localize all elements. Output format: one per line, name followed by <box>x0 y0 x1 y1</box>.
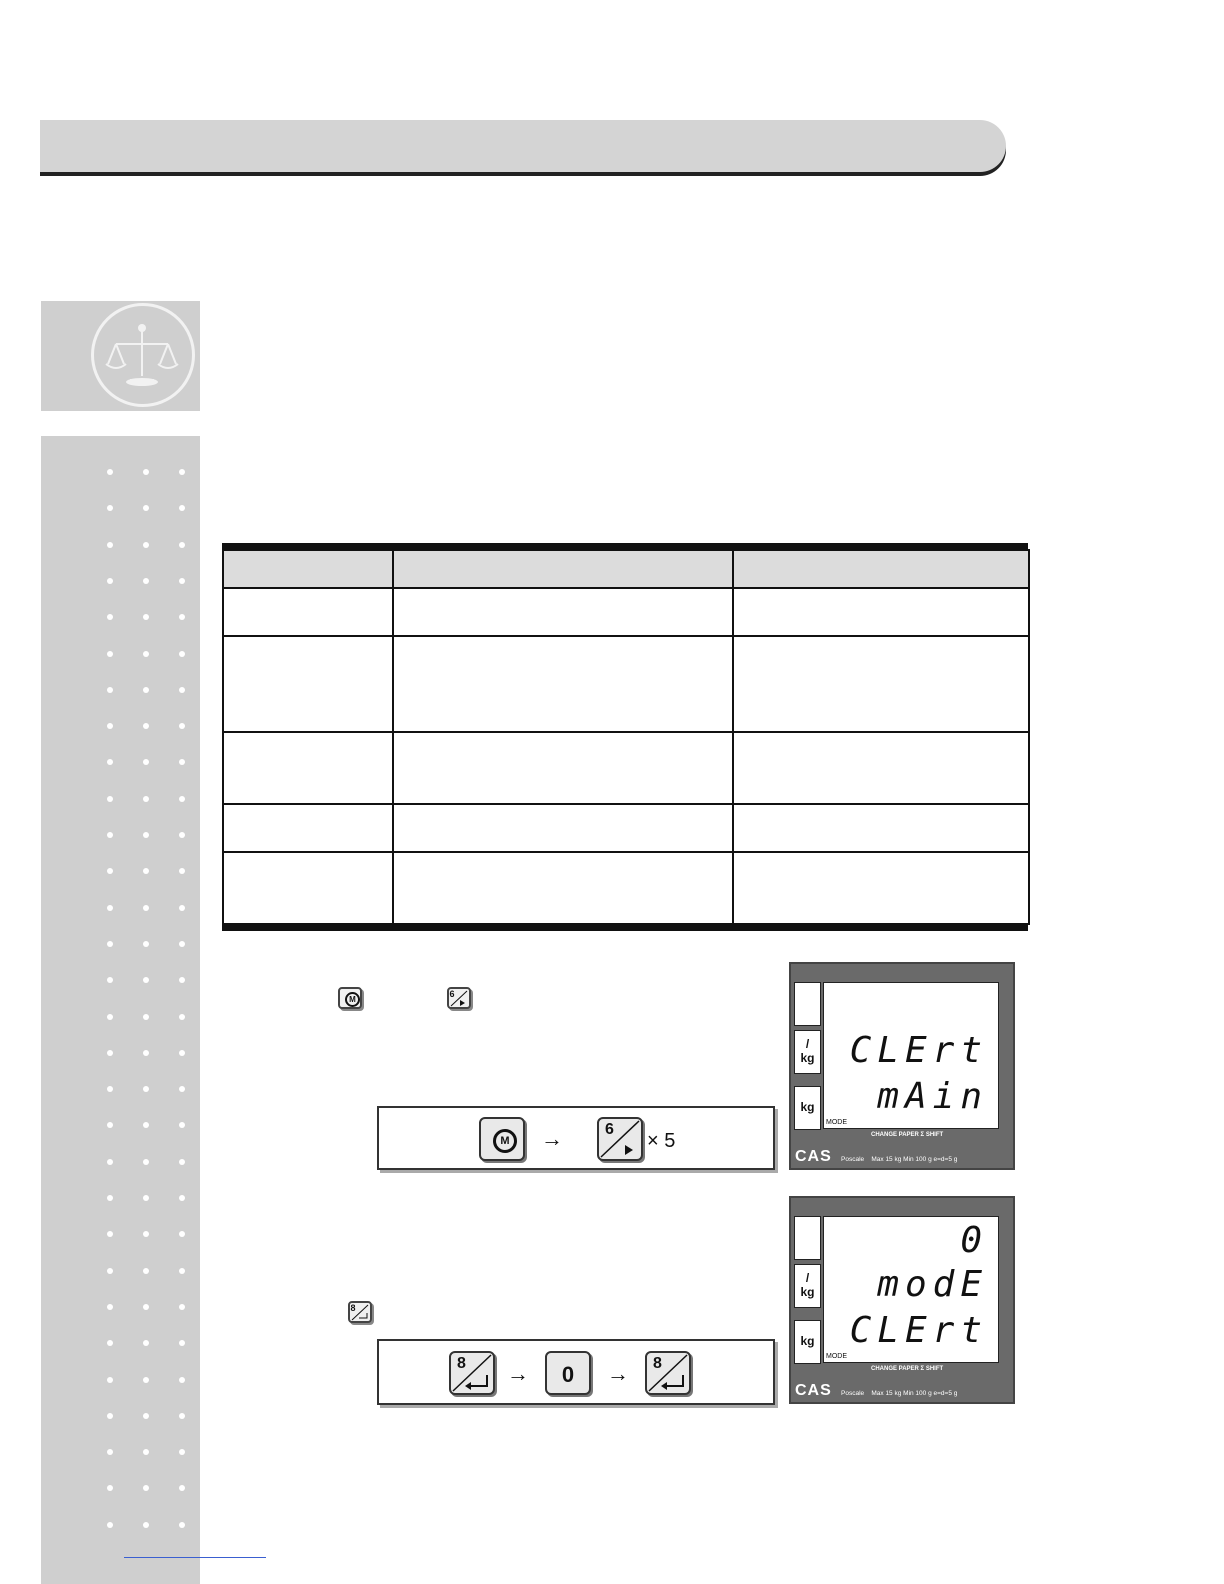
key-8-label: 8 <box>350 1303 356 1313</box>
decorative-dot <box>143 1449 149 1455</box>
balance-scale-icon <box>94 306 192 404</box>
table-cell <box>733 588 1029 636</box>
table-header-cell <box>393 550 733 588</box>
decorative-dot <box>107 723 113 729</box>
decorative-dot <box>107 1413 113 1419</box>
table-header-row <box>223 550 1029 588</box>
key-6-label: 6 <box>605 1121 614 1138</box>
decorative-dot <box>143 977 149 983</box>
indicator-strip: CHANGE PAPER Σ SHIFT <box>871 1366 944 1372</box>
capacity-spec: Max 15 kg Min 100 g e=d=5 g <box>871 1156 958 1163</box>
decorative-dot <box>179 1231 185 1237</box>
model-name: Poscale <box>841 1390 865 1397</box>
decorative-dot <box>107 1377 113 1383</box>
table-row <box>223 804 1029 852</box>
table-cell <box>733 732 1029 804</box>
mode-label: MODE <box>826 1353 847 1360</box>
decorative-dot <box>107 796 113 802</box>
display-side-key: / kg <box>794 1030 821 1074</box>
display-spec-line <box>841 1156 957 1163</box>
decorative-dot <box>107 1122 113 1128</box>
display-side-key <box>794 982 821 1026</box>
table-cell <box>393 852 733 924</box>
display-side-key: kg <box>794 1086 821 1130</box>
decorative-dot <box>179 1195 185 1201</box>
key-8-label: 8 <box>457 1355 466 1372</box>
decorative-dot <box>179 723 185 729</box>
sidebar-logo-panel <box>41 301 200 411</box>
decorative-dot <box>107 1485 113 1491</box>
capacity-spec: Max 15 kg Min 100 g e=d=5 g <box>871 1390 958 1397</box>
repeat-count: × 5 <box>647 1130 676 1152</box>
decorative-dot <box>179 1304 185 1310</box>
decorative-dot <box>107 1195 113 1201</box>
decorative-dot <box>107 542 113 548</box>
table-cell <box>393 732 733 804</box>
decorative-dot <box>179 578 185 584</box>
table-header-cell <box>223 550 393 588</box>
key-6 <box>597 1117 643 1161</box>
table-row <box>223 732 1029 804</box>
decorative-dot <box>107 941 113 947</box>
decorative-dot <box>143 905 149 911</box>
decorative-dot <box>143 1340 149 1346</box>
decorative-dot <box>179 759 185 765</box>
decorative-dot <box>143 1377 149 1383</box>
decorative-dot <box>143 614 149 620</box>
decorative-dot <box>143 759 149 765</box>
sequence-arrow-icon: → <box>507 1361 529 1386</box>
lcd-line-2: modE <box>877 1264 988 1305</box>
decorative-dot <box>107 977 113 983</box>
key-8 <box>645 1351 691 1395</box>
footer-link-underline[interactable] <box>124 1557 266 1558</box>
table-cell <box>733 804 1029 852</box>
decorative-dot <box>143 1522 149 1528</box>
decorative-dot <box>179 941 185 947</box>
decorative-dot <box>107 614 113 620</box>
decorative-dot <box>143 1050 149 1056</box>
table-cell <box>223 804 393 852</box>
scale-display-step1 <box>789 962 1015 1170</box>
decorative-dot <box>179 469 185 475</box>
table-cell <box>223 588 393 636</box>
decorative-dot <box>143 1304 149 1310</box>
decorative-dot <box>179 1014 185 1020</box>
decorative-dot <box>107 469 113 475</box>
decorative-dot <box>179 1485 185 1491</box>
decorative-dot <box>143 941 149 947</box>
table-row <box>223 588 1029 636</box>
display-spec-line <box>841 1390 957 1397</box>
decorative-dot <box>179 1522 185 1528</box>
key-0-label: 0 <box>561 1362 575 1387</box>
decorative-dot <box>143 1413 149 1419</box>
model-name: Poscale <box>841 1156 865 1163</box>
decorative-dot <box>143 687 149 693</box>
key-6-inline <box>447 987 471 1009</box>
decorative-dot <box>179 1377 185 1383</box>
lcd-screen <box>823 1216 999 1363</box>
key-8-inline <box>348 1301 372 1323</box>
decorative-dot <box>143 542 149 548</box>
decorative-dot <box>179 1159 185 1165</box>
decorative-dot <box>179 505 185 511</box>
decorative-dot <box>107 1231 113 1237</box>
decorative-dot <box>179 687 185 693</box>
decorative-dot <box>179 1413 185 1419</box>
decorative-dot <box>143 651 149 657</box>
table-cell <box>393 804 733 852</box>
decorative-dot <box>179 1340 185 1346</box>
spec-table <box>222 543 1028 931</box>
decorative-dot <box>179 832 185 838</box>
decorative-dot <box>143 868 149 874</box>
decorative-dot <box>143 1086 149 1092</box>
decorative-dot <box>107 1268 113 1274</box>
lcd-screen <box>823 982 999 1129</box>
menu-key-glyph: M <box>493 1129 517 1153</box>
indicator-strip: CHANGE PAPER Σ SHIFT <box>871 1132 944 1138</box>
decorative-dot <box>107 759 113 765</box>
decorative-dot <box>107 578 113 584</box>
sidebar-dotted-rail <box>41 436 200 1584</box>
lcd-line-3: mAin <box>877 1076 988 1117</box>
decorative-dot <box>107 1340 113 1346</box>
key-0 <box>545 1351 591 1395</box>
decorative-dot <box>179 1122 185 1128</box>
decorative-dot <box>179 542 185 548</box>
decorative-dot <box>179 1050 185 1056</box>
brand-logo: CAS <box>795 1382 832 1399</box>
decorative-dot <box>107 505 113 511</box>
decorative-dot <box>107 651 113 657</box>
menu-key <box>479 1117 525 1161</box>
decorative-dot <box>143 832 149 838</box>
decorative-dot <box>107 1014 113 1020</box>
table-cell <box>223 636 393 732</box>
scale-emblem-icon <box>91 303 195 407</box>
decorative-dot <box>107 1449 113 1455</box>
decorative-dot <box>143 1268 149 1274</box>
key-8-label: 8 <box>653 1355 662 1372</box>
brand-logo: CAS <box>795 1148 832 1165</box>
menu-key-glyph: M <box>345 992 360 1007</box>
table-row <box>223 852 1029 924</box>
decorative-dot <box>107 1159 113 1165</box>
table-row <box>223 636 1029 732</box>
decorative-dot <box>179 905 185 911</box>
table-cell <box>223 852 393 924</box>
decorative-dot <box>107 832 113 838</box>
decorative-dot <box>107 905 113 911</box>
table-cell <box>393 636 733 732</box>
table-cell <box>733 636 1029 732</box>
decorative-dot <box>143 1159 149 1165</box>
decorative-dot <box>143 796 149 802</box>
decorative-dot <box>179 1449 185 1455</box>
key-6-label: 6 <box>449 989 455 999</box>
step2-key-sequence <box>377 1339 775 1405</box>
decorative-dot <box>107 868 113 874</box>
decorative-dot <box>107 1050 113 1056</box>
decorative-dot <box>143 723 149 729</box>
table-header-cell <box>733 550 1029 588</box>
decorative-dot <box>179 796 185 802</box>
table-cell <box>393 588 733 636</box>
step1-key-sequence <box>377 1106 775 1170</box>
lcd-line-2: CLErt <box>849 1030 988 1071</box>
decorative-dot <box>107 1304 113 1310</box>
decorative-dot <box>179 977 185 983</box>
display-side-key: / kg <box>794 1264 821 1308</box>
decorative-dot <box>143 578 149 584</box>
sequence-arrow-icon: → <box>541 1126 563 1151</box>
scale-display-step2 <box>789 1196 1015 1404</box>
decorative-dot <box>143 505 149 511</box>
decorative-dot <box>179 1086 185 1092</box>
lcd-line-1: 0 <box>960 1220 988 1261</box>
sequence-arrow-icon: → <box>607 1361 629 1386</box>
decorative-dot <box>179 614 185 620</box>
decorative-dot <box>179 1268 185 1274</box>
mode-label: MODE <box>826 1119 847 1126</box>
decorative-dot <box>143 1485 149 1491</box>
table-cell <box>223 732 393 804</box>
lcd-line-3: CLErt <box>849 1310 988 1351</box>
decorative-dot <box>179 651 185 657</box>
display-side-key <box>794 1216 821 1260</box>
menu-key-inline <box>338 987 362 1009</box>
key-8 <box>449 1351 495 1395</box>
decorative-dot <box>179 868 185 874</box>
chapter-header-band <box>40 120 1006 172</box>
table-cell <box>733 852 1029 924</box>
decorative-dot <box>143 1231 149 1237</box>
decorative-dot <box>107 1086 113 1092</box>
decorative-dot <box>143 1195 149 1201</box>
decorative-dot <box>143 1122 149 1128</box>
decorative-dot <box>143 469 149 475</box>
decorative-dot <box>143 1014 149 1020</box>
display-side-key: kg <box>794 1320 821 1364</box>
decorative-dot <box>107 1522 113 1528</box>
decorative-dot <box>107 687 113 693</box>
table-bottom-rule <box>222 925 1028 931</box>
